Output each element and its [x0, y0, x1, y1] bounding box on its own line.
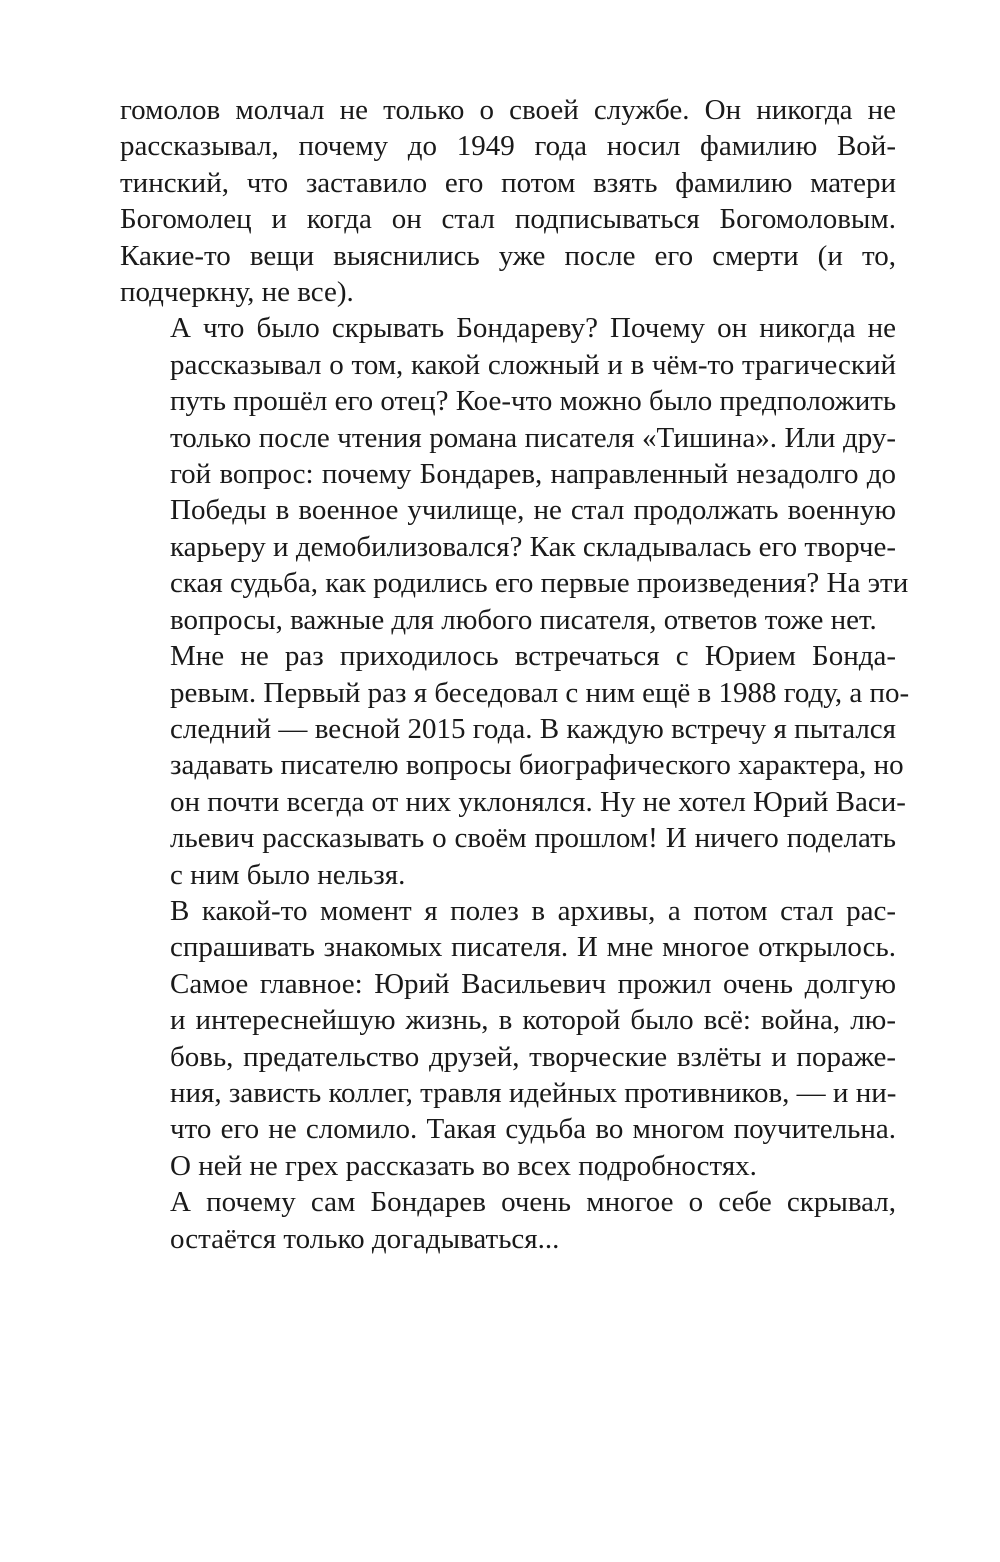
text-line: следний — весной 2015 года. В каждую встречу я пытался [170, 712, 896, 745]
text-line: спрашивать знакомых писателя. И мне многое открылось. [170, 931, 896, 964]
text-line: Победы в военное училище, не стал продолжать военную [170, 494, 896, 527]
text-line: Какие-то вещи выяснились уже после его смерти (и то, [120, 239, 896, 272]
text-line: А почему сам Бондарев очень многое о себе скрывал, [170, 1186, 896, 1219]
text-line: что его не сломило. Такая судьба во многом поучительна. [170, 1113, 896, 1146]
text-line: с ним было нельзя. [170, 858, 406, 891]
text-line: Мне не раз приходилось встречаться с Юрием Бонда- [170, 640, 896, 673]
text-line: Богомолец и когда он стал подписываться Богомоловым. [120, 203, 896, 236]
text-line: тинский, что заставило его потом взять фамилию матери [120, 166, 896, 199]
paragraph [120, 638, 910, 893]
text-line: путь прошёл его отец? Кое-что можно было предположить [170, 385, 897, 418]
text-line: и интереснейшую жизнь, в которой было всё: война, лю- [170, 1004, 896, 1037]
text-line: ния, зависть коллег, травля идейных противников, — и ни- [170, 1076, 897, 1109]
paragraph [120, 92, 896, 310]
paragraph [120, 893, 896, 1184]
text-line: Самое главное: Юрий Васильевич прожил очень долгую [170, 967, 896, 1000]
text-line: остаётся только догадываться... [170, 1222, 560, 1255]
text-line: О ней не грех рассказать во всех подробностях. [170, 1149, 757, 1182]
text-line: карьеру и демобилизовался? Как складывалась его творче- [170, 530, 896, 563]
text-line: он почти всегда от них уклонялся. Ну не хотел Юрий Васи- [170, 785, 906, 818]
text-line: гой вопрос: почему Бондарев, направленный незадолго до [170, 458, 896, 491]
text-line: льевич рассказывать о своём прошлом! И ничего поделать [170, 822, 896, 855]
text-line: ская судьба, как родились его первые произведения? На эти [170, 567, 909, 600]
text-line: рассказывал, почему до 1949 года носил фамилию Вой- [120, 130, 896, 163]
text-line: вопросы, важные для любого писателя, ответов тоже нет. [170, 603, 877, 636]
paragraph [120, 310, 909, 638]
text-line: рассказывал о том, какой сложный и в чём-то трагический [170, 348, 896, 381]
text-line: бовь, предательство друзей, творческие взлёты и пораже- [170, 1040, 896, 1073]
text-line: В какой-то момент я полез в архивы, а потом стал рас- [170, 894, 896, 927]
text-line: гомолов молчал не только о своей службе. Он никогда не [120, 94, 896, 126]
text-line: ревым. Первый раз я беседовал с ним ещё в 1988 году, а по- [170, 676, 910, 709]
text-line: только после чтения романа писателя «Тишина». Или дру- [170, 421, 896, 454]
text-line: А что было скрывать Бондареву? Почему он никогда не [170, 312, 896, 345]
text-line: подчеркну, не все). [120, 276, 354, 309]
body-text [120, 92, 910, 1257]
paragraph [120, 1184, 896, 1257]
text-line: задавать писателю вопросы биографического характера, но [170, 749, 904, 782]
